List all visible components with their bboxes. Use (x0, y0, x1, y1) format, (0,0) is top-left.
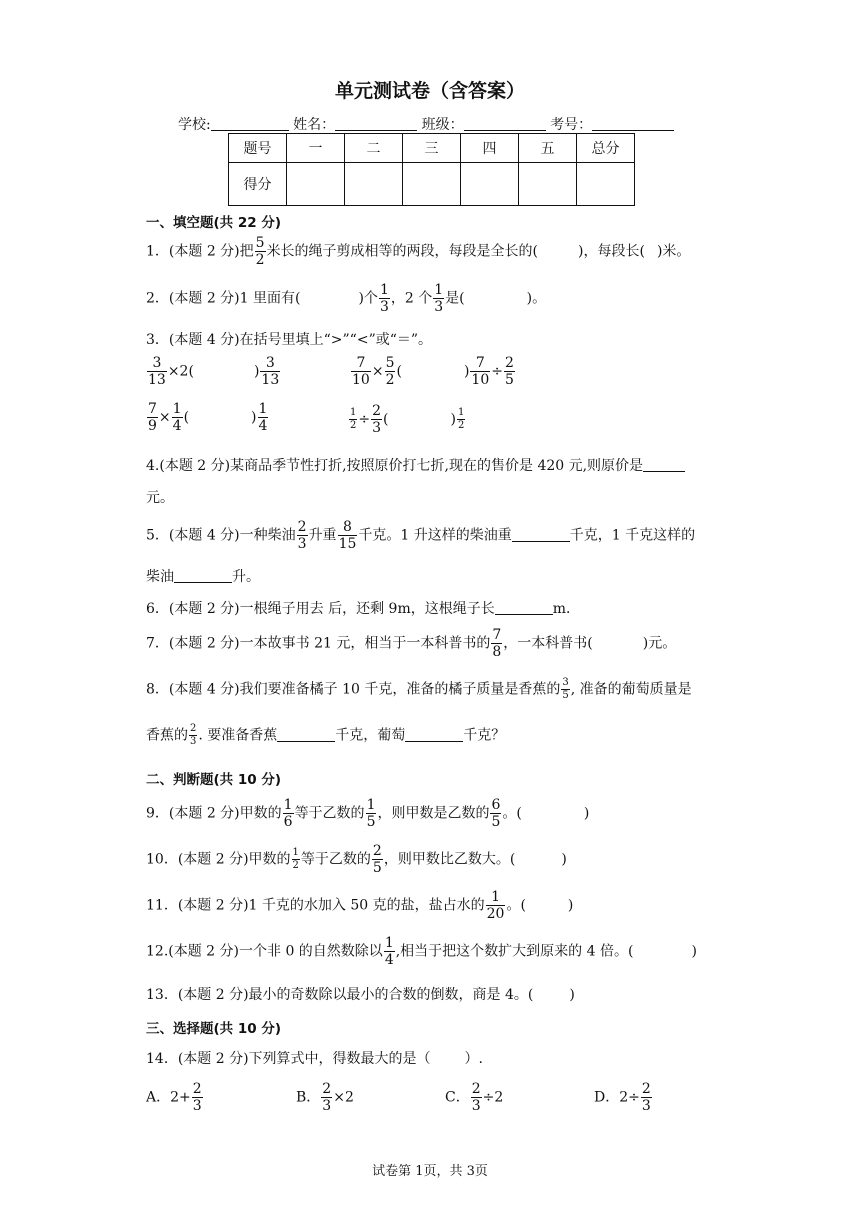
q1-text-b: 米长的绳子剪成相等的两段，每段是全长的( (266, 243, 539, 260)
section-heading-choice: 三、选择题(共 10 分) (146, 1021, 282, 1037)
q1-text-a: 1．(本题 2 分)把 (146, 243, 254, 260)
q3-row2-right (348, 404, 466, 435)
question-4 (146, 455, 685, 475)
fraction-denominator: 2 (255, 252, 265, 268)
q2-text-d: 是( (445, 290, 465, 307)
fraction (260, 356, 280, 387)
name-label: 姓名： (293, 117, 336, 133)
fraction-numerator: 2 (372, 843, 382, 859)
fraction (292, 848, 300, 871)
header-cell: 三 (403, 134, 461, 163)
score-table (228, 133, 635, 206)
student-info-line (178, 114, 674, 134)
question-7 (146, 628, 676, 659)
fraction (351, 356, 371, 387)
fraction-denominator: 3 (322, 1098, 332, 1114)
fraction-denominator: 4 (258, 418, 268, 434)
fraction-denominator: 9 (148, 418, 157, 434)
q3-text: ( (396, 363, 402, 380)
fraction-denominator: 3 (192, 1098, 202, 1114)
fraction-denominator: 2 (385, 372, 395, 388)
q14-option-d[interactable] (594, 1082, 653, 1113)
q5-text-e: 柴油 (146, 569, 174, 585)
q3-operator: × (158, 409, 171, 426)
question-10 (146, 844, 567, 875)
header-cell: 五 (519, 134, 577, 163)
class-label: 班级： (421, 117, 464, 133)
q5-text-b: 升重 (308, 527, 337, 544)
header-cell: 总分 (577, 134, 635, 163)
option-label: C． (445, 1089, 470, 1106)
fraction-numerator: 3 (562, 677, 569, 688)
fraction-numerator: 7 (470, 356, 490, 372)
score-cell[interactable] (345, 163, 403, 206)
q3-text: ( (183, 409, 190, 426)
fraction-denominator: 5 (504, 372, 514, 388)
fraction-denominator: 5 (562, 690, 569, 701)
fraction-denominator: 13 (148, 372, 166, 388)
question-6 (146, 598, 580, 618)
class-blank[interactable] (464, 116, 546, 131)
fraction (255, 236, 266, 267)
q3-operator: ÷ (358, 411, 371, 428)
fraction-numerator: 5 (385, 355, 395, 371)
q3-text: ×2( (167, 363, 194, 380)
option-label: A．2+ (146, 1089, 191, 1106)
q6-text-b: m． (552, 601, 581, 617)
fraction-denominator: 3 (379, 299, 389, 315)
answer-blank[interactable] (643, 457, 685, 472)
q5-text-a: 5．(本题 4 分)一种柴油 (146, 527, 296, 544)
score-row-label: 得分 (229, 163, 287, 206)
fraction (321, 1082, 332, 1113)
school-blank[interactable] (211, 116, 289, 131)
answer-blank[interactable] (495, 600, 553, 615)
q14-option-c[interactable] (445, 1082, 503, 1113)
fraction (338, 520, 358, 551)
q8-text-f: 千克？ (463, 727, 506, 744)
name-blank[interactable] (335, 116, 417, 131)
q3-row1-right (350, 356, 516, 387)
q11-text-b: 。( (506, 897, 526, 914)
q13-text-b: ) (569, 987, 575, 1003)
fraction (258, 402, 269, 433)
q8-text-c: 香蕉的 (146, 727, 188, 744)
q8-text-e: 千克，葡萄 (335, 727, 406, 744)
question-1 (146, 236, 690, 267)
fraction (366, 798, 377, 829)
q2-text-c: ，2 个 (390, 290, 433, 307)
fraction-denominator: 5 (372, 860, 382, 876)
fraction (486, 890, 506, 921)
fraction (189, 724, 197, 747)
fraction (371, 404, 382, 435)
fraction (504, 356, 515, 387)
header-cell: 题号 (229, 134, 287, 163)
fraction (349, 408, 357, 431)
fraction-denominator: 3 (190, 736, 197, 747)
fraction-numerator: 2 (504, 355, 514, 371)
question-8 (146, 678, 692, 701)
fraction-denominator: 2 (292, 860, 299, 871)
score-cell[interactable] (519, 163, 577, 206)
q12-text-c: ) (691, 943, 697, 960)
answer-blank[interactable] (405, 727, 463, 742)
fraction-denominator: 6 (283, 814, 293, 830)
q1-text-d: )米。 (656, 243, 691, 260)
header-cell: 四 (461, 134, 519, 163)
option-text: ×2 (333, 1089, 354, 1106)
q10-text-c: ，则甲数比乙数大。( (383, 851, 516, 868)
fraction-denominator: 10 (471, 372, 490, 388)
q3-text: ) (463, 363, 470, 380)
score-table-header-row (229, 134, 635, 163)
fraction (379, 283, 390, 314)
fraction-denominator: 2 (350, 420, 357, 431)
q13-text-a: 13．(本题 2 分)最小的奇数除以最小的合数的倒数，商是 4。( (146, 987, 534, 1003)
question-2 (146, 283, 546, 314)
fraction (192, 1082, 203, 1113)
fraction-denominator: 3 (471, 1098, 481, 1114)
answer-blank[interactable] (277, 727, 335, 742)
fraction-denominator: 4 (172, 418, 182, 434)
header-cell: 一 (287, 134, 345, 163)
q14-text-b: ）. (464, 1051, 483, 1067)
q9-text-c: ，则甲数是乙数的 (377, 805, 490, 822)
fraction (147, 356, 167, 387)
fraction-denominator: 4 (384, 952, 394, 968)
fraction (433, 283, 444, 314)
answer-blank[interactable] (512, 527, 570, 542)
q3-operator: ÷ (491, 363, 503, 380)
school-label: 学校: (178, 117, 211, 133)
option-text: ÷2 (482, 1089, 504, 1106)
fraction-numerator: 7 (492, 627, 502, 643)
score-cell[interactable] (461, 163, 519, 206)
q11-text-c: ) (567, 897, 574, 914)
fraction-numerator: 7 (351, 356, 371, 372)
question-5 (146, 520, 695, 551)
option-label: B． (296, 1089, 321, 1106)
q8-text-a: 8．(本题 4 分)我们要准备橘子 10 千克，准备的橘子质量是香蕉的 (146, 681, 561, 698)
question-8-cont (146, 724, 505, 747)
fraction-denominator: 8 (492, 644, 502, 660)
fraction (641, 1082, 652, 1113)
q4-text-a: 4.(本题 2 分)某商品季节性打折,按照原价打七折,现在的售价是 420 元,则原价是 (146, 458, 644, 474)
fraction-numerator: 1 (292, 847, 299, 858)
fraction-numerator: 6 (491, 797, 501, 813)
fraction-denominator: 20 (486, 906, 505, 922)
fraction-numerator: 2 (322, 1081, 332, 1097)
fraction (491, 628, 502, 659)
fraction-denominator: 3 (641, 1098, 651, 1114)
fraction-numerator: 1 (283, 797, 293, 813)
fraction-numerator: 1 (366, 797, 376, 813)
q2-text-e: )。 (526, 290, 547, 307)
fraction (490, 798, 501, 829)
fraction-numerator: 2 (297, 519, 307, 535)
fraction-denominator: 3 (434, 299, 444, 315)
fraction-denominator: 5 (366, 814, 376, 830)
question-12 (146, 936, 697, 967)
q12-text-b: ,相当于把这个数扩大到原来的 4 倍。( (395, 943, 634, 960)
q14-option-a[interactable] (146, 1082, 204, 1113)
fraction (297, 520, 308, 551)
q5-text-f: 升。 (232, 569, 260, 585)
fraction (561, 678, 569, 701)
fraction-denominator: 2 (457, 420, 465, 431)
q8-text-d: . 要准备香蕉 (198, 727, 278, 744)
score-table-score-row (229, 163, 635, 206)
fraction (147, 402, 158, 433)
fraction (172, 402, 183, 433)
question-5-cont (146, 566, 260, 586)
fraction-denominator: 3 (297, 536, 307, 552)
fraction-numerator: 2 (372, 403, 382, 419)
q10-text-a: 10．(本题 2 分)甲数的 (146, 851, 291, 868)
q14-option-b[interactable] (296, 1082, 354, 1113)
fraction-numerator: 1 (434, 282, 444, 298)
answer-blank[interactable] (174, 568, 232, 583)
question-13 (146, 984, 575, 1004)
q12-text-a: 12.(本题 2 分)一个非 0 的自然数除以 (146, 943, 383, 960)
q8-text-b: , 准备的葡萄质量是 (570, 681, 692, 698)
fraction-numerator: 1 (258, 401, 268, 417)
section-heading-true-false: 二、判断题(共 10 分) (146, 772, 282, 788)
fraction-numerator: 3 (147, 356, 167, 372)
fraction-numerator: 1 (384, 935, 394, 951)
fraction-numerator: 1 (379, 282, 389, 298)
fraction-denominator: 5 (491, 814, 501, 830)
section-heading-fill-blank: 一、填空题(共 22 分) (146, 215, 282, 231)
exam-number-blank[interactable] (592, 116, 674, 131)
fraction (384, 936, 395, 967)
fraction (385, 356, 396, 387)
fraction-numerator: 2 (190, 723, 197, 734)
q3-text: ) (251, 409, 257, 426)
q2-text-a: 2．(本题 2 分)1 里面有( (146, 290, 301, 307)
q7-text-c: )元。 (642, 635, 677, 652)
fraction-denominator: 3 (372, 420, 382, 436)
question-3: 3．(本题 4 分)在括号里填上“>”“<”或“＝”。 (146, 332, 433, 348)
fraction-numerator: 8 (338, 520, 358, 536)
q7-text-b: ，一本科普书( (503, 635, 593, 652)
q3-text: ) (450, 411, 456, 428)
fraction (457, 408, 465, 431)
fraction-numerator: 7 (148, 401, 157, 417)
score-cell[interactable] (287, 163, 345, 206)
fraction (471, 1082, 482, 1113)
q3-row2-left (146, 402, 269, 433)
question-11 (146, 890, 573, 921)
fraction-denominator: 13 (261, 372, 280, 388)
q3-operator: × (371, 363, 384, 380)
q7-text-a: 7．(本题 2 分)一本故事书 21 元，相当于一本科普书的 (146, 635, 491, 652)
fraction (283, 798, 294, 829)
q9-text-a: 9．(本题 2 分)甲数的 (146, 805, 282, 822)
q5-text-d: 千克，1 千克这样的 (569, 527, 696, 544)
q9-text-b: 等于乙数的 (294, 805, 365, 822)
q3-text: ) (253, 363, 260, 380)
fraction (372, 844, 383, 875)
question-4-cont: 元。 (146, 490, 174, 506)
q10-text-d: ) (561, 851, 567, 868)
option-label: D．2÷ (594, 1089, 640, 1106)
q6-text-a: 6．(本题 2 分)一根绳子用去 后，还剩 9m，这根绳子长 (146, 601, 495, 617)
question-9 (146, 798, 589, 829)
fraction-numerator: 1 (350, 407, 357, 418)
fraction-numerator: 2 (641, 1081, 651, 1097)
q1-text-c: )，每段长( (578, 243, 645, 260)
exam-number-label: 考号： (550, 117, 593, 133)
q3-row1-left (146, 356, 281, 387)
q11-text-a: 11．(本题 2 分)1 千克的水加入 50 克的盐，盐占水的 (146, 897, 485, 914)
fraction-denominator: 10 (352, 372, 370, 388)
q10-text-b: 等于乙数的 (300, 851, 371, 868)
page-footer: 试卷第 1页，共 3页 (372, 1164, 488, 1179)
fraction-numerator: 2 (192, 1081, 202, 1097)
page-title: 单元测试卷（含答案） (334, 80, 525, 102)
header-cell: 二 (345, 134, 403, 163)
fraction-numerator: 2 (471, 1081, 481, 1097)
fraction-numerator: 1 (172, 401, 182, 417)
q9-text-d: 。( (502, 805, 522, 822)
q5-text-c: 千克。1 升这样的柴油重 (358, 527, 512, 544)
fraction-numerator: 5 (255, 235, 265, 251)
q14-text-a: 14．(本题 2 分)下列算式中，得数最大的是（ (146, 1051, 431, 1067)
fraction (470, 356, 490, 387)
fraction-numerator: 3 (260, 356, 280, 372)
fraction-numerator: 1 (457, 407, 465, 418)
q9-text-e: ) (583, 805, 590, 822)
fraction-numerator: 1 (486, 890, 506, 906)
score-cell[interactable] (577, 163, 635, 206)
q2-text-b: )个 (358, 290, 378, 307)
score-cell[interactable] (403, 163, 461, 206)
q3-text: ( (383, 411, 389, 428)
fraction-denominator: 15 (338, 536, 357, 552)
question-14 (146, 1048, 483, 1068)
